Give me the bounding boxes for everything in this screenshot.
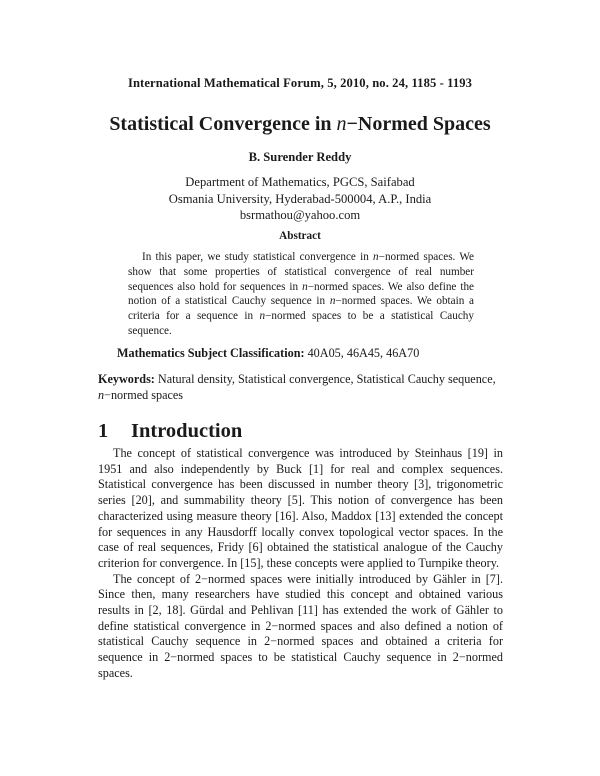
abstract-heading: Abstract [279,230,321,242]
body-paragraph-2: The concept of 2−normed spaces were initially introduced by Gähler in [7]. Since then, many researchers have studied this concept and obtained various results in [2, 18]. Gürdal and Pehlivan [11] has extended the work of Gähler to define statistical convergence in 2−normed spaces and also defined a notion of statistical Cauchy sequence in 2−normed spaces and obtained a criteria for sequence in 2−normed spaces to be statistical Cauchy sequence in 2−normed spaces. [98,571,503,680]
journal-header: International Mathematical Forum, 5, 2010, no. 24, 1185 - 1193 [127,76,473,90]
paper-title [0,113,600,136]
section-heading [98,420,242,443]
subject-classification [117,346,507,361]
keywords-suffix: −normed spaces [104,387,184,402]
affiliation-university: Osmania University, Hyderabad-500004, A.P., India [168,191,432,206]
affiliation-department: Department of Mathematics, PGCS, Saifabad [185,175,415,189]
keywords [98,372,502,403]
author-email: bsrmathou@yahoo.com [239,208,361,222]
abstract-var-2: n [302,280,308,293]
abstract-text-1: In this paper, we study statistical convergence in [142,251,374,263]
abstract-body [128,250,474,339]
affiliation-block [0,174,600,224]
keywords-text: Natural density, Statistical convergence, Statistical Cauchy sequence, [154,372,496,386]
keywords-variable: n [98,387,105,402]
body-paragraph-1: The concept of statistical convergence was introduced by Steinhaus [19] in 1951 and also independently by Buck [1] for real and complex sequences. Statistical convergence has been discussed in number theory [3], trigonometric series [20], and summability theory [5]. This notion of convergence has been characterized using measure theory [16]. Also, Maddox [13] extended the concept for sequences in any Hausdorff locally convex topological vector spaces. In the case of real sequences, Fridy [6] obtained the statistical analogue of the Cauchy criterion for convergence. In [15], these concepts were applied to Turnpike theory. [98,446,503,570]
abstract-text-4: −normed spaces. We obtain a criteria for a sequence in [128,295,474,323]
msc-value: 40A05, 46A45, 46A70 [304,346,420,360]
keywords-label: Keywords: [98,372,155,386]
abstract-var-3: n [329,295,336,308]
abstract-var-4: n [259,310,266,323]
abstract-var-1: n [373,251,379,263]
abstract-text-2: −normed spaces. We show that some properties of statistical convergence of real number sequences also hold for sequences in [128,251,474,293]
abstract-text-5: −normed spaces to be a statistical Cauchy sequence. [128,310,474,337]
abstract-text-3: −normed spaces. We also define the notion of a statistical Cauchy sequence in [128,280,475,308]
msc-label: Mathematics Subject Classification: [117,346,305,360]
title-suffix: −Normed Spaces [346,113,491,135]
title-variable: n [336,113,347,135]
author-name: B. Surender Reddy [248,150,352,164]
section-number: 1 [98,420,109,442]
abstract-paragraph [128,250,474,339]
section-title: Introduction [131,420,243,442]
title-prefix: Statistical Convergence in [109,113,337,135]
section-body [98,446,503,682]
